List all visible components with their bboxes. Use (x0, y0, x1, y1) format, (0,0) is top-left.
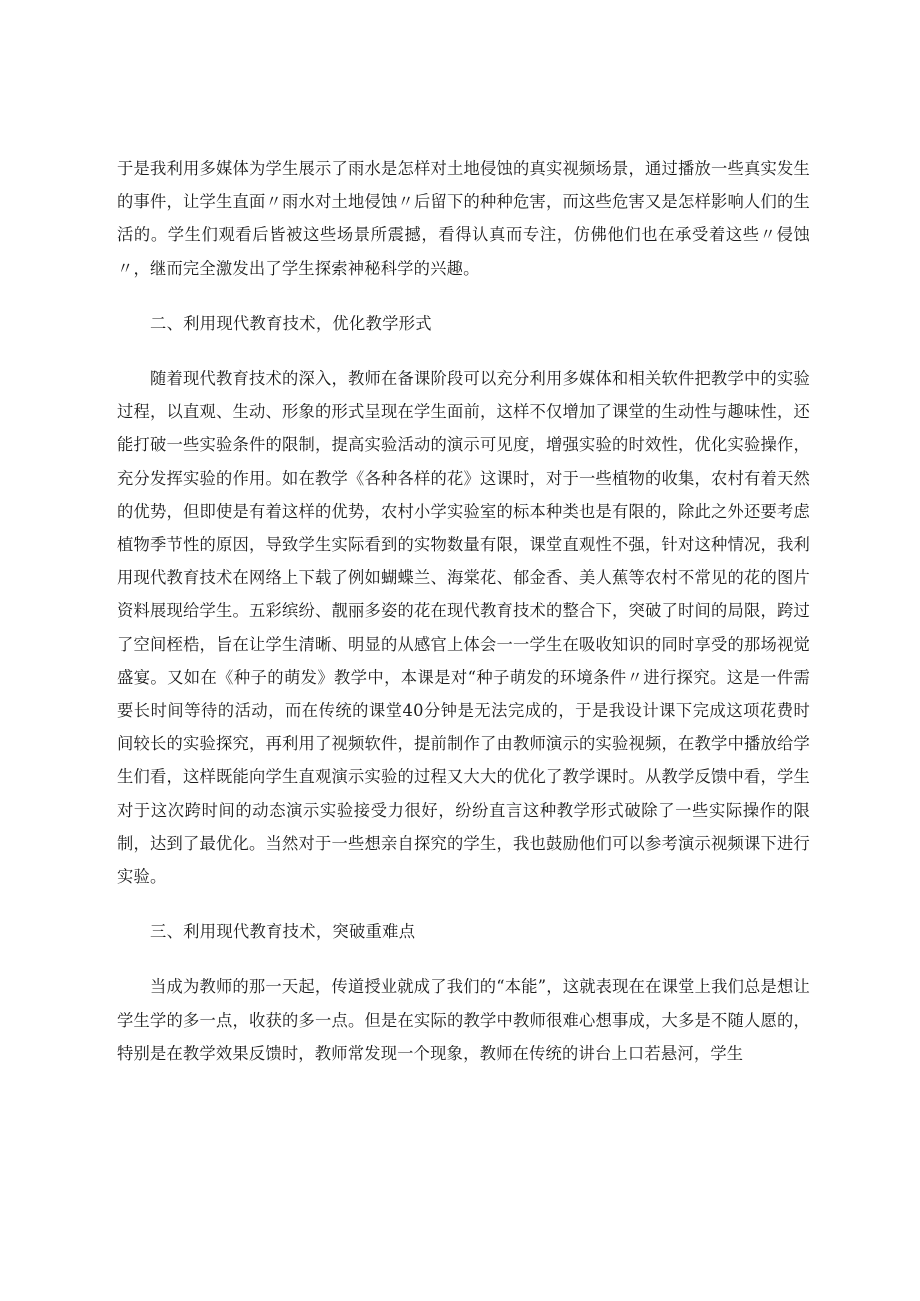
section-heading-2: 二、利用现代教育技术，优化教学形式 (150, 313, 432, 333)
section-heading-3: 三、利用现代教育技术，突破重难点 (150, 922, 416, 942)
paragraph-section-3: 当成为教师的那一天起，传道授业就成了我们的“本能”，这就表现在在课堂上我们总是想让学生学的多一点，收获的多一点。但是在实际的教学中教师很难心想事成，大多是不随人愿的，特别是在教学效果反馈时，教师常发现一个现象，教师在传统的讲台上口若悬河，学生 (117, 977, 810, 1063)
paragraph-section-2: 随着现代教育技术的深入，教师在备课阶段可以充分利用多媒体和相关软件把教学中的实验过程，以直观、生动、形象的形式呈现在学生面前，这样不仅增加了课堂的生动性与趣味性，还能打破一些实验条件的限制，提高实验活动的演示可见度，增强实验的时效性，优化实验操作，充分发挥实验的作用。如在教学《各种各样的花》这课时，对于一些植物的收集，农村有着天然的优势，但即使是有着这样的优势，农村小学实验室的标本种类也是有限的，除此之外还要考虑植物季节性的原因，导致学生实际看到的实物数量有限，课堂直观性不强，针对这种情况，我利用现代教育技术在网络上下载了例如蝴蝶兰、海棠花、郁金香、美人蕉等农村不常见的花的图片资料展现给学生。五彩缤纷、靓丽多姿的花在现代教育技术的整合下，突破了时间的局限，跨过了空间桎梏，旨在让学生清晰、明显的从感官上体会一一学生在吸收知识的同时享受的那场视觉盛宴。又如在《种子的萌发》教学中，本课是对“种子萌发的环境条件〃进行探究。这是一件需要长时间等待的活动，而在传统的课堂40分钟是无法完成的，于是我设计课下完成这项花费时间较长的实验探究，再利用了视频软件，提前制作了由教师演示的实验视频，在教学中播放给学生们看，这样既能向学生直观演示实验的过程又大大的优化了教学课时。从教学反馈中看，学生对于这次跨时间的动态演示实验接受力很好，纷纷直言这种教学形式破除了一些实际操作的限制，达到了最优化。当然对于一些想亲自探究的学生，我也鼓励他们可以参考演示视频课下进行实验。 (117, 369, 810, 887)
paragraph-continued: 于是我利用多媒体为学生展示了雨水是怎样对土地侵蚀的真实视频场景，通过播放一些真实发生的事件，让学生直面〃雨水对土地侵蚀〃后留下的种种危害，而这些危害又是怎样影响人们的生活的。学生们观看后皆被这些场景所震撼，看得认真而专注，仿佛他们也在承受着这些〃侵蚀〃，继而完全激发出了学生探索神秘科学的兴趣。 (117, 159, 810, 278)
document-page (117, 152, 810, 1070)
